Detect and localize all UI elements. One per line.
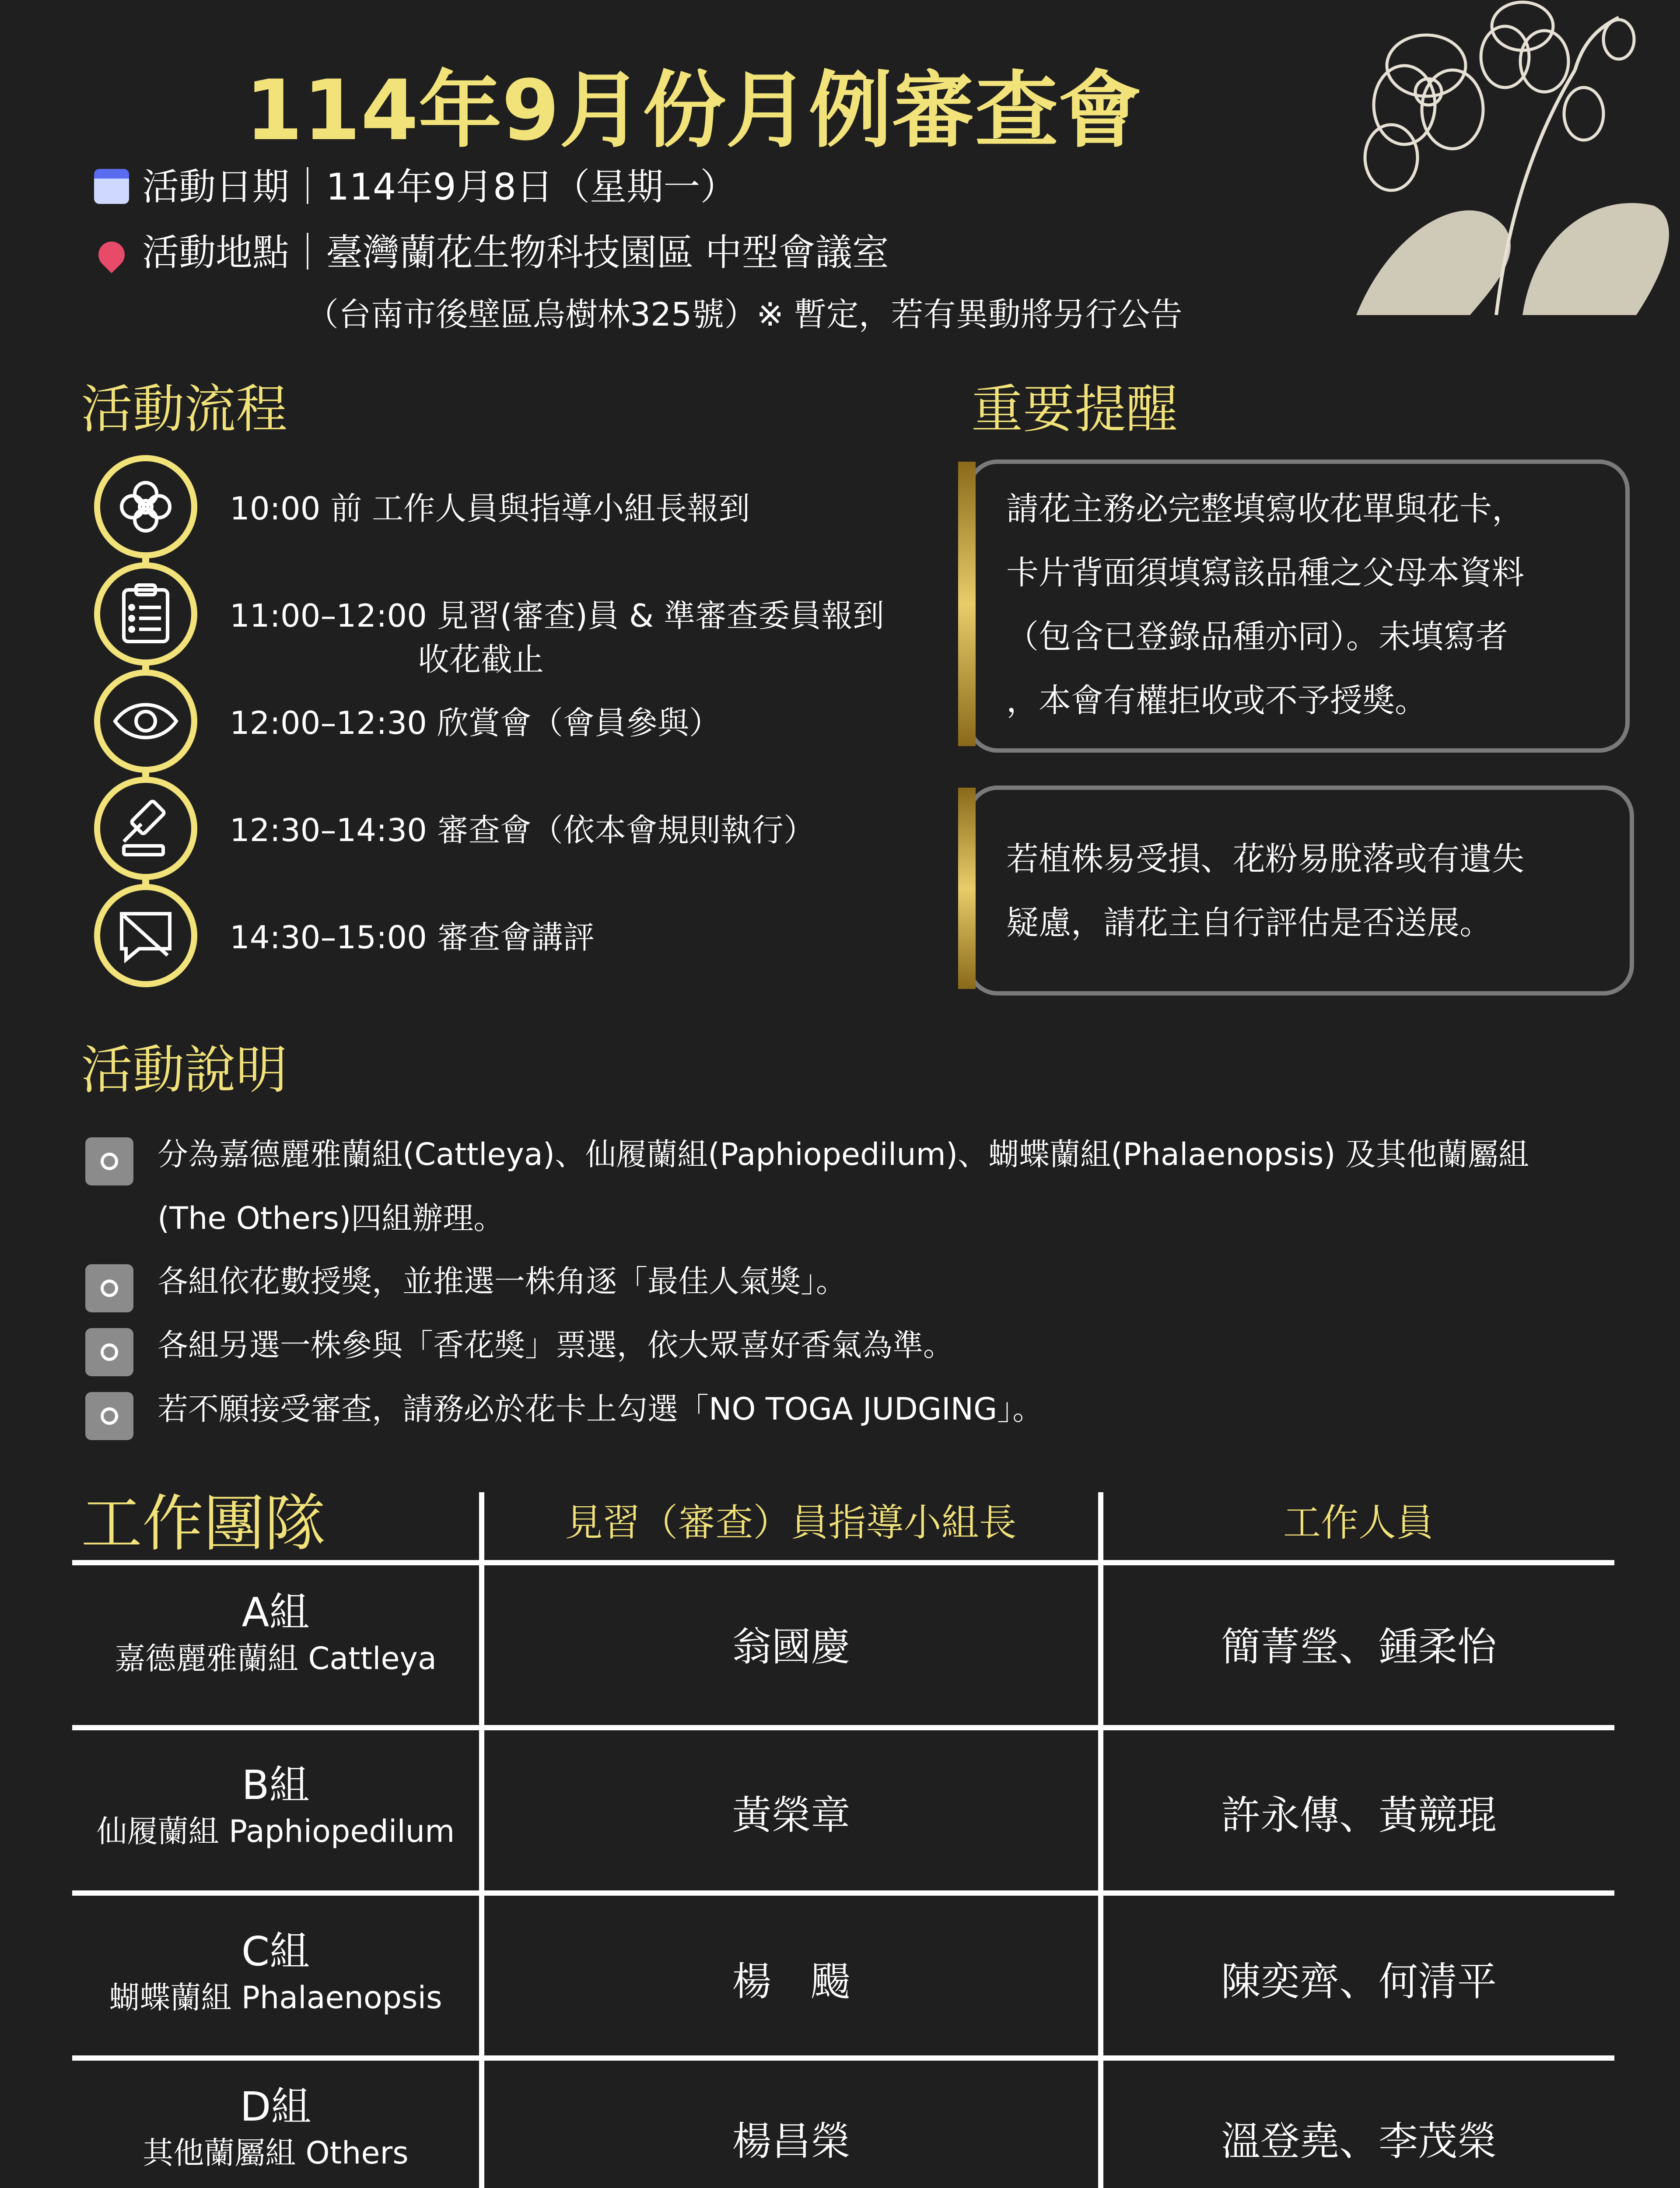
calendar-icon: [94, 169, 129, 204]
reminder-box-1-accent: [958, 462, 976, 746]
eye-icon: [94, 670, 197, 773]
schedule-text-5: 14:30–15:00 審查會講評: [230, 919, 595, 956]
team-col-staff: 工作人員: [1283, 1501, 1434, 1545]
date-row: [94, 158, 737, 210]
table-row-d-group: D組 其他蘭屬組 Others: [143, 2083, 409, 2171]
table-line: [72, 2055, 1614, 2061]
flower-icon: [94, 455, 197, 558]
table-row-b-staff: 許永傳、黃競琨: [1221, 1792, 1497, 1838]
team-title: 工作團隊: [81, 1488, 326, 1560]
date-value: 114年9月8日（星期一）: [326, 165, 737, 208]
orchid-illustration: [1339, 0, 1680, 315]
place-row: [94, 223, 889, 276]
place-label: 活動地點｜: [142, 231, 326, 274]
reminder-box-2-text: 若植株易受損、花粉易脫落或有遺失 疑慮，請花主自行評估是否送展。: [1006, 840, 1524, 942]
table-row-c-leader: 楊 颺: [732, 1959, 850, 2005]
table-line: [479, 1492, 484, 2188]
reminder-box-2-accent: [958, 788, 976, 989]
place-value: 臺灣蘭花生物科技園區 中型會議室: [326, 231, 889, 274]
table-line: [1098, 1492, 1103, 2188]
table-row-b-group: B組 仙履蘭組 Paphiopedilum: [96, 1762, 455, 1849]
table-row-a-group: A組 嘉德麗雅蘭組 Cattleya: [115, 1589, 437, 1676]
checkbox-icon: [85, 1328, 133, 1376]
schedule-text-1: 10:00 前 工作人員與指導小組長報到: [230, 490, 750, 527]
table-line: [72, 1560, 1614, 1565]
description-title: 活動說明: [81, 1040, 288, 1100]
reminder-box-1-text: 請花主務必完整填寫收花單與花卡， 卡片背面須填寫該品種之父母本資料 （包含已登錄品種亦同）。未填寫者 ，本會有權拒收或不予授獎。: [1006, 490, 1524, 719]
table-line: [72, 1725, 1614, 1730]
schedule-title: 活動流程: [81, 379, 288, 439]
schedule-item-1: [94, 455, 234, 565]
checkbox-icon: [85, 1392, 133, 1440]
place-note: （台南市後壁區烏樹林325號）※ 暫定，若有異動將另行公告: [306, 296, 1183, 333]
schedule-item-5: [94, 884, 234, 993]
schedule-text-2: 11:00–12:00 見習(審查)員 & 準審查委員報到: [230, 597, 884, 634]
table-row-a-leader: 翁國慶: [732, 1624, 850, 1670]
reminder-title: 重要提醒: [971, 379, 1178, 439]
table-row-d-staff: 溫登堯、李茂榮: [1221, 2118, 1497, 2164]
gavel-icon: [94, 777, 197, 880]
checkbox-icon: [85, 1264, 133, 1312]
page-title: 114年9月份月例審查會: [245, 62, 1141, 159]
schedule-item-3: [94, 670, 234, 779]
checkbox-icon: [85, 1137, 133, 1185]
schedule-text-4: 12:30–14:30 審查會（依本會規則執行）: [230, 812, 815, 849]
team-col-leader: 見習（審查）員指導小組長: [565, 1501, 1017, 1545]
table-row-a-staff: 簡菁瑩、鍾柔怡: [1221, 1624, 1497, 1670]
table-row-d-leader: 楊昌榮: [732, 2118, 850, 2164]
schedule-text-2b: 收花截止: [418, 641, 544, 678]
table-row-c-staff: 陳奕齊、何清平: [1221, 1959, 1497, 2005]
clipboard-icon: [94, 562, 197, 666]
chat-icon: [94, 884, 197, 987]
table-line: [72, 1890, 1614, 1896]
date-label: 活動日期｜: [142, 165, 326, 208]
schedule-item-2: [94, 562, 234, 672]
table-row-c-group: C組 蝴蝶蘭組 Phalaenopsis: [109, 1928, 442, 2016]
location-pin-icon: [93, 236, 130, 274]
table-row-b-leader: 黃榮章: [732, 1792, 850, 1838]
schedule-text-3: 12:00–12:30 欣賞會（會員參與）: [230, 705, 721, 741]
schedule-item-4: [94, 777, 234, 886]
